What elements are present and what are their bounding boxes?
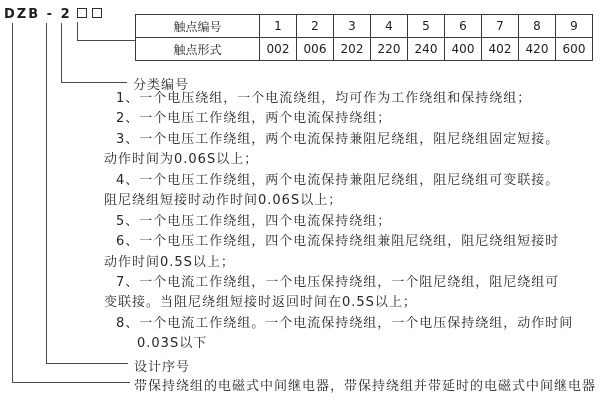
- relay-type-description: 带保持绕组的电磁式中间继电器，带保持绕组并带延时的电磁式中间继电器: [134, 379, 597, 394]
- connector-contact-form-vertical: [77, 22, 78, 40]
- table-value-cell: 220: [371, 38, 408, 61]
- table-value-cell: 402: [482, 38, 519, 61]
- model-placeholders: [72, 7, 102, 22]
- table-value-cell: 006: [297, 38, 334, 61]
- classification-line: 变联接。当阻尼绕组短接时返回时间在0.5S以上；: [104, 295, 417, 311]
- table-value-cell: 1: [260, 15, 297, 38]
- table-value-cell: 8: [519, 15, 556, 38]
- table-header-cell: 触点形式: [136, 38, 260, 61]
- classification-line: 1、一个电压绕组，一个电流绕组，均可作为工作绕组和保持绕组；: [116, 91, 532, 106]
- contact-form-table: [135, 14, 593, 61]
- table-row: [136, 15, 593, 38]
- table-value-cell: 3: [334, 15, 371, 38]
- table-row: [136, 38, 593, 61]
- classification-line: 4、一个电压工作绕组，两个电流保持兼阻尼绕组，阻尼绕组可变联接。: [116, 172, 560, 188]
- table-header-cell: 触点编号: [136, 15, 260, 38]
- model-code: [4, 7, 102, 22]
- classification-line: 3、一个电压工作绕组，两个电流保持兼阻尼绕组，阻尼绕组固定短接。: [116, 131, 560, 147]
- design-serial-label: 设计序号: [134, 360, 191, 375]
- classification-line: 2、一个电压工作绕组，两个电流保持绕组；: [116, 111, 392, 127]
- connector-classification-vertical: [61, 23, 62, 82]
- model-placeholder-box: [77, 8, 87, 18]
- table-value-cell: 4: [371, 15, 408, 38]
- table-value-cell: 5: [408, 15, 445, 38]
- connector-relay-type-horizontal: [12, 382, 130, 383]
- classification-line: 动作时间为0.06S以上；: [104, 152, 259, 168]
- connector-classification-horizontal: [61, 82, 127, 83]
- classification-line: 8、一个电流工作绕组。一个电流保持绕组，一个电压保持绕组，动作时间: [116, 315, 574, 331]
- connector-contact-form-horizontal: [77, 40, 135, 41]
- model-placeholder-box: [92, 8, 102, 18]
- table-value-cell: 400: [445, 38, 482, 61]
- model-prefix: DZB - 2: [4, 7, 72, 22]
- table-value-cell: 7: [482, 15, 519, 38]
- table-value-cell: 202: [334, 38, 371, 61]
- table-value-cell: 9: [556, 15, 593, 38]
- classification-line: 6、一个电压工作绕组，四个电流保持绕组兼阻尼绕组，阻尼绕组短接时: [116, 234, 560, 250]
- connector-design-serial-horizontal: [46, 363, 128, 364]
- table-value-cell: 6: [445, 15, 482, 38]
- table-value-cell: 420: [519, 38, 556, 61]
- classification-line: 0.03S以下: [137, 336, 208, 352]
- table-value-cell: 002: [260, 38, 297, 61]
- classification-line: 动作时间0.5S以上；: [104, 254, 235, 270]
- classification-label: 分类编号: [133, 78, 190, 93]
- classification-list: [0, 89, 600, 355]
- classification-line: 5、一个电压工作绕组，四个电流保持绕组；: [116, 213, 392, 229]
- table-value-cell: 600: [556, 38, 593, 61]
- classification-line: 7、一个电流工作绕组，一个电压保持绕组，一个阻尼绕组，阻尼绕组可: [116, 274, 560, 290]
- classification-line: 阻尼绕组短接时动作时间0.06S以上；: [104, 193, 343, 209]
- table-value-cell: 2: [297, 15, 334, 38]
- table-value-cell: 240: [408, 38, 445, 61]
